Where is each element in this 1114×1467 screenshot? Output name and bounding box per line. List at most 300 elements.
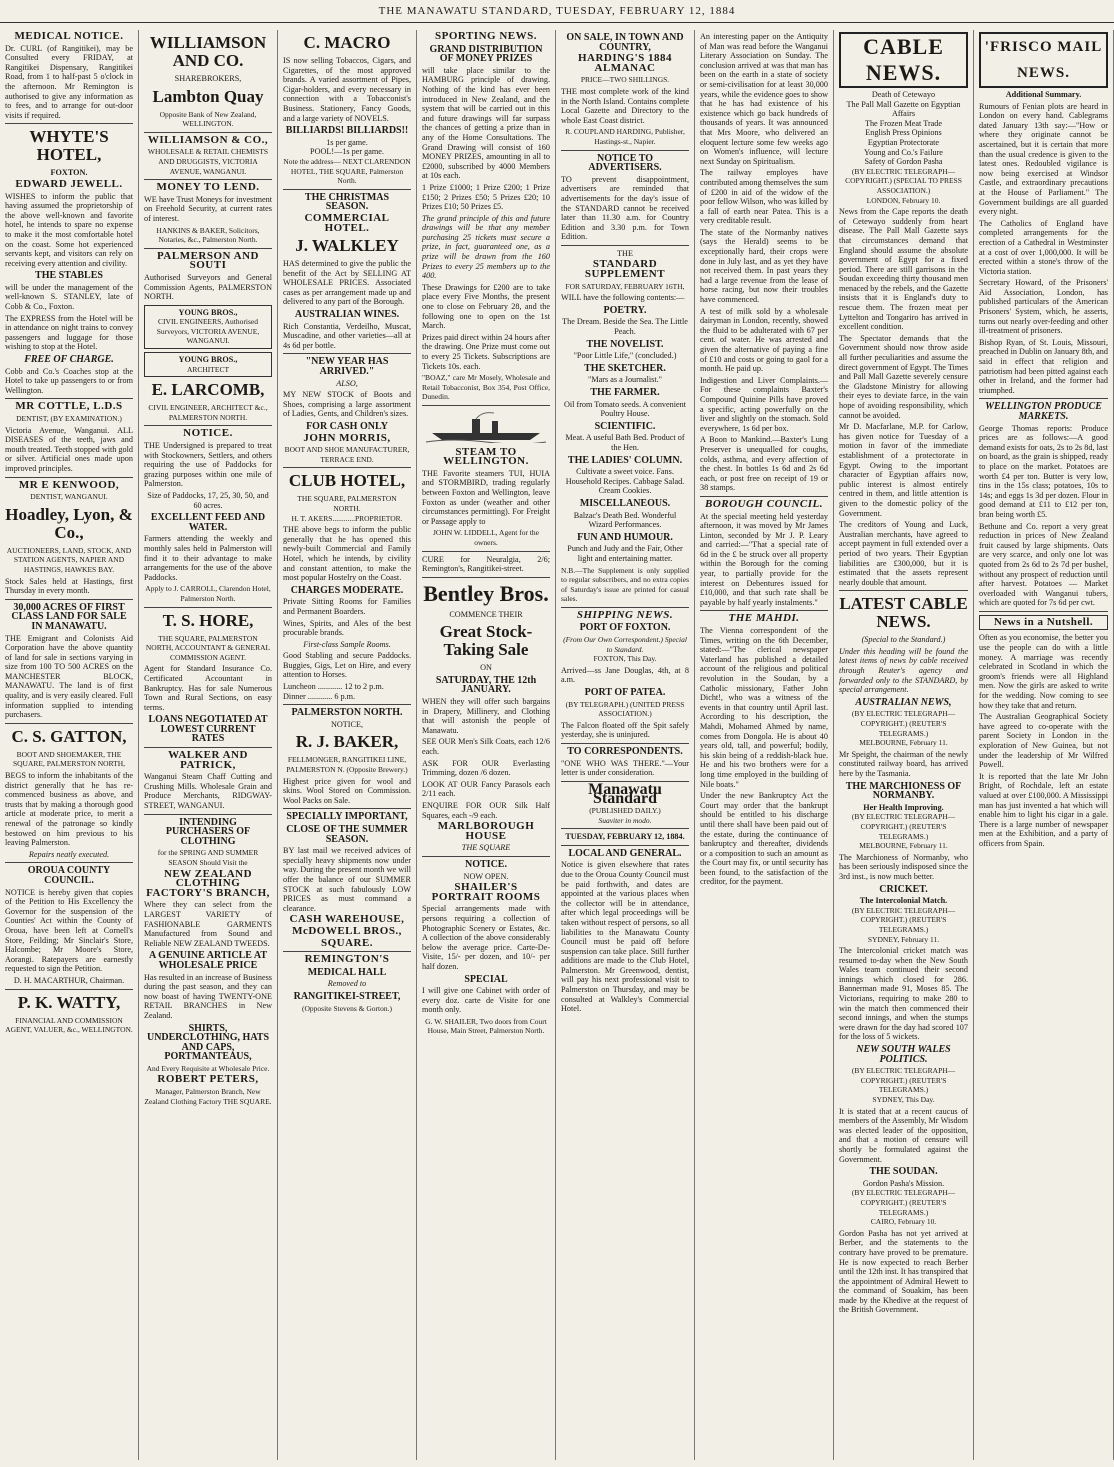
- hoadley-body: Stock Sales held at Hastings, first Thursday in every month.: [5, 576, 133, 596]
- cable-item: The Frozen Meat Trade: [864, 118, 943, 128]
- larcomb-sub: CIVIL ENGINEER, ARCHITECT &c., PALMERSTON NORTH.: [148, 403, 268, 422]
- nutshell-body2: The Australian Geographical Society have agreed to co-operate with the parent Society in London in the exploration of New Guinea, but not under the leadership of Mr Wilfred Powell.: [979, 712, 1108, 770]
- see-our: SEE OUR Men's Silk Coats, each 12/6 each.: [422, 737, 550, 757]
- scientific-items: Meat. A useful Bath Bed. Product of the Hen.: [565, 433, 685, 452]
- remington-head: REMINGTON'S: [304, 953, 390, 966]
- divider: [422, 405, 550, 406]
- walker-body: Wanganui Steam Chaff Cutting and Crushing Mills. Wholesale Grain and Produce Merchants, RIDGWAY-STREET, WANGANUI.: [144, 772, 272, 811]
- money-body: WE have Trust Moneys for investment on Freehold Security, at current rates of interest.: [144, 194, 272, 223]
- harding-price: PRICE—TWO SHILLINGS.: [580, 75, 670, 85]
- column-7: [834, 30, 974, 1460]
- correspondents-head: TO CORRESPONDENTS.: [567, 746, 683, 757]
- paper-sub: (PUBLISHED DAILY.): [589, 805, 661, 815]
- divider: [144, 179, 272, 180]
- divider: [700, 610, 828, 611]
- stables-head: THE STABLES: [35, 270, 103, 282]
- fun-head: FUN AND HUMOUR.: [577, 531, 673, 543]
- divider: [144, 132, 272, 133]
- misc-items: Balzac's Death Bed. Wonderful Wizard Performances.: [573, 510, 677, 530]
- club-sub: THE SQUARE, PALMERSTON NORTH.: [297, 494, 397, 513]
- stables-body: will be under the management of the well-known S. STANLEY, late of Cobb & Co., Foxton.: [5, 282, 133, 312]
- feed-body: Farmers attending the weekly and monthly sales held in Palmerston will find it to their advantage to make arrangements for the use of the above Paddocks.: [144, 534, 272, 582]
- divider: [561, 743, 689, 744]
- soudan-sub: Gordon Pasha's Mission.: [862, 1178, 945, 1188]
- peters-sub: Manager, Palmerston Branch, New Zealand Clothing Factory THE SQUARE.: [144, 1087, 272, 1106]
- fun-items: Punch and Judy and the Fair, Other light and entertaining matter.: [567, 544, 683, 563]
- soudan-dateline: CAIRO, February 10.: [870, 1217, 937, 1227]
- harding-body: THE most complete work of the kind in the North Island. Contains complete Local Gazette and Directory to the whole East Coast district.: [561, 86, 689, 125]
- genuine-head: A GENUINE ARTICLE AT WHOLESALE PRICE: [148, 950, 268, 971]
- cash-head: CASH WAREHOUSE,: [289, 913, 405, 926]
- soudan-body: Gordon Pasha has not yet arrived at Berber, and the statements to the contrary have proved to be premature. He is now expected to reach Berber until the 12th inst. It has transpired that the appointment of Admiral Hewett to the command of Souakim, has been made by the Khedive at the request of the British Government.: [839, 1228, 968, 1315]
- novelist-items: "Poor Little Life," (concluded.): [573, 351, 677, 361]
- club-body: THE above begs to inform the public generally that he has opened this newly-built Commercial and Family Hotel, which he intends, by civility and constant attention, to make the most popular Hostelry on the Coast.: [283, 525, 411, 583]
- sample-rooms: First-class Sample Rooms.: [303, 639, 391, 649]
- charges: CHARGES MODERATE.: [290, 584, 404, 596]
- shirts-head: SHIRTS, UNDERCLOTHING, HATS AND CAPS, PORTMANTEAUS,: [146, 1022, 270, 1063]
- borough-head: BOROUGH COUNCIL.: [704, 497, 823, 510]
- also: ALSO,: [336, 378, 358, 388]
- lunch: Luncheon ............ 12 to 2 p.m.: [283, 682, 384, 692]
- gatton-body: BEGS to inform the inhabitants of the district generally that he has re-commenced business as above, and trusts that by making a thorough good article at moderate price, to merit a renewal of the patronage so kindly bestowed on him previous to his leaving Palmerston.: [5, 771, 133, 848]
- poetry-items: The Dream. Beside the Sea. The Little Peach.: [562, 317, 688, 337]
- nsw-dateline: SYDNEY, This Day.: [872, 1095, 935, 1104]
- frisco-body4: Bishop Ryan, of St. Louis, Missouri, preached in Dublin on January 8th, and said in effect that religion and patriotism had been pitted against each other in Ireland, and the former had triumphed.: [979, 337, 1108, 395]
- square-label: THE SQUARE: [461, 843, 511, 853]
- cottle-head: MR COTTLE, L.D.S: [15, 400, 123, 413]
- ask-for: ASK FOR OUR Everlasting Trimming, dozen /6 dozen.: [422, 758, 550, 778]
- column-6: [695, 30, 834, 1460]
- on: ON: [480, 663, 492, 673]
- divider: [561, 607, 689, 608]
- latest-sub: (Special to the Standard.): [861, 635, 946, 645]
- wrigg-sub: ARCHITECT: [186, 364, 230, 374]
- mahdi-body2: Under the new Bankruptcy Act the Court may order that the bankrupt should be entitled to his discharge until there shall have been paid out of the estate, during the continuance of bankruptcy and thereafter, dividends or a composition to such an amount as the Court may fix, or until security has been found, to the satisfaction of the creditor, for the payment.: [700, 791, 828, 887]
- shailer-head: SHAILER'S PORTRAIT ROOMS: [431, 881, 541, 903]
- notice-head: NOTICE.: [183, 427, 233, 440]
- now-open: NOW OPEN.: [463, 871, 509, 881]
- divider: [283, 353, 411, 354]
- sporting-body4: Prizes paid direct within 24 hours after the drawing. One Prize must come out to every 25 Tickets. Subscriptions are Tickets 10s. each.: [422, 332, 550, 371]
- advertisers-head: NOTICE TO ADVERTISERS.: [588, 152, 662, 174]
- baker-sub: FELLMONGER, RANGITIKEI LINE, PALMERSTON N. (Opposite Brewery.): [286, 755, 408, 775]
- divider: [5, 123, 133, 124]
- patea-body: The Falcon floated off the Spit safely yesterday, she is uninjured.: [561, 720, 689, 740]
- latest-head: LATEST CABLE NEWS.: [839, 594, 968, 632]
- steam-sign: JOHN W. LIDDELL, Agent for the owners.: [432, 528, 540, 547]
- oroua-body: NOTICE is hereby given that copies of the Petition to His Excellency the Governor for the suspension of the Counties' Act within the County of Oroua, have been left at Cornell's Store, Feilding; Mr Sinclair's Store, Halcombe; Mr Moore's Store, Aorangi. Ratepayers are earnestly requested to sign the Petition.: [5, 887, 133, 974]
- cable-item: Death of Cetewayo: [871, 90, 936, 99]
- billiards: BILLIARDS! BILLIARDS!!: [285, 125, 409, 137]
- tshore-sub: THE SQUARE, PALMERSTON NORTH, ACCOUNTANT & GENERAL COMMISSION AGENT.: [145, 633, 271, 662]
- shailer-body: Special arrangements made with persons requiring a collection of Photographic Scenery or Estates, &c. A collection of the above considerably below the average price. Carte-De-Visite, 15/- per dozen, and 10/- per half dozen.: [422, 904, 550, 971]
- special-body: I will give one Cabinet with order of every doz. carte de Visite for one month only.: [422, 986, 550, 1015]
- kenwood-sub: DENTIST, WANGANUI.: [30, 492, 108, 502]
- mahdi-head: THE MAHDI.: [728, 612, 800, 625]
- wellington-head: WELLINGTON PRODUCE MARKETS.: [985, 401, 1102, 422]
- paper-date: TUESDAY, FEBRUARY 12, 1884.: [565, 832, 685, 842]
- nutshell-body3: It is reported that the late Mr John Bright, of Rochdale, left an estate valued at over £100,000. A Mississippi man has just invented a hat which will enable him to light his cigar in a gale. There is a large number of newspaper men at the Exhibition, and a party of officers from Spain.: [979, 771, 1108, 848]
- young-box: [144, 305, 272, 349]
- divider: [5, 398, 133, 399]
- money-sign: HANKINS & BAKER, Solicitors, Notaries, &c., Palmerston North.: [156, 225, 260, 245]
- palmerson-head: PALMERSON AND SOUTI: [157, 249, 259, 272]
- cable-body2: The Spectator demands that the Government should now throw aside all further peculiarities and assume the direct government of Egypt. The Times and Pall Mall Gazette severely censure the Gladstone Ministry for allowing their eyes to deviate farce, in the vain hope of avoiding responsibility, which cannot be avoided.: [839, 333, 969, 420]
- aus-body: Mr Speight, the chairman of the newly constituted railway board, has arrived here by the Tasmania.: [839, 749, 968, 778]
- port-head: PORT OF FOXTON.: [579, 622, 671, 634]
- column-1: [0, 30, 139, 1460]
- divider: [5, 723, 133, 724]
- cricket-head: CRICKET.: [879, 883, 928, 895]
- cable-body4: The creditors of Young and Luck, Australian merchants, have agreed to accept payment in full extended over a period of two years. Their Egyptian liabilities are £300,000, but it is estimated that the assets represent nearly double that amount.: [839, 520, 968, 587]
- cricket-source: (BY ELECTRIC TELEGRAPH—COPYRIGHT.) (REUTER'S TELEGRAMS.): [851, 905, 956, 934]
- divider: [422, 551, 550, 552]
- enquire: ENQUIRE FOR OUR Silk Half Squares, each -/9 each.: [422, 801, 550, 820]
- acres-head: 30,000 ACRES OF FIRST CLASS LAND FOR SALE IN MANAWATU.: [11, 601, 127, 632]
- stocktaking: Great Stock-Taking Sale: [439, 622, 533, 660]
- dinner: Dinner ............ 6 p.m.: [283, 691, 356, 701]
- cable-dateline: LONDON, February 10.: [866, 195, 941, 205]
- ladies-items: Cultivate a sweet voice. Fans. Household Recipes. Cabbage Salad. Cream Cookies.: [565, 467, 685, 496]
- hoadley-sub: AUCTIONEERS, LAND, STOCK, AND STATION AGENTS, NAPIER AND HASTINGS, HAWKES BAY.: [6, 545, 132, 574]
- billiards-price: 1s per game.: [326, 137, 368, 147]
- steamship-icon: [422, 409, 550, 443]
- town-head: ON SALE, IN TOWN AND COUNTRY,: [566, 32, 684, 53]
- divider: [979, 611, 1108, 612]
- advertisers-body: TO prevent disappointment, advertisers are reminded that advertisements for the day's issue of the STANDARD cannot be received later than 11.30 a.m. for Country Edition and 3.30 p.m. for Town Edition.: [561, 174, 689, 242]
- divider: [283, 808, 411, 809]
- loans-head: LOANS NEGOTIATED AT LOWEST CURRENT RATES: [148, 714, 268, 745]
- poetry-head: POETRY.: [603, 304, 647, 316]
- divider: [700, 496, 828, 497]
- palmerson-body: Authorised Surveyors and General Commission Agents, PALMERSTON NORTH.: [144, 272, 272, 302]
- supplement-intro: WILL have the following contents:—: [561, 293, 685, 303]
- divider: [561, 150, 689, 151]
- nz-body: Where they can select from the LARGEST VARIETY of FASHIONABLE GARMENTS Manufactured from Sound and Reliable NEW ZEALAND TWEEDS.: [144, 900, 272, 948]
- divider: [144, 607, 272, 608]
- williamson-addr: Opposite Bank of New Zealand, WELLINGTON.: [159, 109, 257, 129]
- divider: [561, 828, 689, 829]
- steam-head: STEAM TO WELLINGTON.: [443, 445, 529, 468]
- divider: [5, 477, 133, 478]
- square-head: SQUARE.: [320, 936, 374, 949]
- cable-body: News from the Cape reports the death of Cetewayo suddenly from heart disease. The Pall Mall Gazette says that circumstances demand that England should assume the absolute government of Egypt for a fixed period. There are still garrisons in the Soudan exceeding thirty thousand men menaced by the rebels, and the Gazette insists that it is England's duty to rescue them. The frozen meat per Lyttelton and Tongariro has arrived in excellent condition.: [839, 207, 968, 332]
- soudan-head: THE SOUDAN.: [869, 1166, 938, 1178]
- notice2: NOTICE,: [330, 719, 364, 729]
- new-stock: MY NEW STOCK of Boots and Shoes, comprising a large assortment of Ladies, Gents, and Children's sizes.: [283, 390, 411, 419]
- williamson-head: WILLIAMSON AND CO.: [149, 33, 267, 70]
- divider: [422, 577, 550, 578]
- marchioness-dateline: MELBOURNE, February 11.: [859, 841, 948, 851]
- frisco-body3: Secretary Howard, of the Prisoners' Aid Association, London, has published particulars of the American Prisoners' System, which, he asserts, turns out nearly over-feeding and other ill-treatment of prisoners.: [979, 278, 1108, 336]
- shailer-sign: G. W. SHAILER, Two doors from Court House, Main Street, Palmerston North.: [425, 1016, 547, 1036]
- stabling: Good Stabling and secure Paddocks. Buggies, Gigs, Let on Hire, and every attention to Horses.: [283, 651, 411, 680]
- frisco-head: 'FRISCO MAIL NEWS.: [979, 32, 1108, 88]
- walkley-head: J. WALKLEY: [295, 236, 399, 256]
- nutshell-head: News in a Nutshell.: [979, 615, 1108, 631]
- free-head: FREE OF CHARGE.: [24, 354, 114, 366]
- saturday: SATURDAY, THE 12th JANUARY.: [435, 674, 537, 696]
- express-body: The EXPRESS from the Hotel will be in attendance on night trains to convey passengers and luggage for those wishing to stop at the Hotel.: [5, 313, 133, 352]
- medical-hall: MEDICAL HALL: [307, 966, 387, 978]
- larcomb-head: E. LARCOMB,: [151, 380, 265, 400]
- notice3: NOTICE.: [465, 858, 507, 870]
- paper-title: Manawatu Standard: [588, 780, 662, 808]
- port-sub: (From Our Own Correspondent.) Special to Standard.: [563, 635, 687, 654]
- port-body: Arrived—ss Jane Douglas, 4th, at 8 a.m.: [561, 665, 689, 685]
- supplement-head: STANDARD SUPPLEMENT: [584, 258, 666, 281]
- prizes-list: 1 Prize £1000; 1 Prize £200; 1 Prize £150; 2 Prizes £50; 5 Prizes £20; 10 Prizes £10; 50 Prizes £5.: [422, 182, 550, 212]
- divider: [979, 398, 1108, 399]
- opposite: (Opposite Stevens & Gorton.): [302, 1003, 392, 1013]
- when-body: WHEN they will offer such bargains in Drapery, Millinery, and Clothing that will astonish the people of Manawatu.: [422, 697, 550, 735]
- cricket-sub: The Intercolonial Match.: [859, 896, 948, 906]
- grand-head: GRAND DISTRIBUTION OF MONEY PRIZES: [429, 43, 543, 65]
- frisco-body: Rumours of Fenian plots are heard in London on every hand. Cablegrams dated January 13th say:—"How or where they originate cannot be ascertained, but it is certain that more than the usual credence is given to the latest ones. Redoubled vigilance is now being exercised at Windsor Castle, and extraordinary precautions at the House of Parliament." The Government buildings are all guarded every night.: [979, 101, 1108, 217]
- intending-body: for the SPRING AND SUMMER SEASON Should Visit the: [157, 848, 259, 867]
- jewell-body: WISHES to inform the public that having assumed the proprietorship of the above well-known and favorite hotel, he intends to spare no expense to make it the most comfortable hotel on the coast. Some hot experienced servants kept, and visitors can rely on receiving every attention and civility.: [5, 191, 133, 268]
- mcdowell-head: McDOWELL BROS.,: [292, 924, 402, 937]
- farmer-items: Oil from Tomato seeds. A convenient Poultry House.: [563, 399, 687, 419]
- marchioness-head: THE MARCHIONESS OF NORMANBY.: [845, 780, 962, 802]
- harding-head: HARDING'S 1884 ALMANAC: [577, 52, 673, 74]
- frisco-sub: Additional Summary.: [1005, 90, 1082, 99]
- cable-items: [839, 90, 968, 167]
- palmerston-notice: PALMERSTON NORTH.: [291, 707, 403, 719]
- williamson-place: Lambton Quay: [152, 86, 264, 106]
- nsw-head: NEW SOUTH WALES POLITICS.: [856, 1044, 951, 1065]
- cottle-sub: DENTIST, (BY EXAMINATION.): [16, 414, 122, 423]
- divider: [5, 599, 133, 600]
- sporting-head: SPORTING NEWS.: [435, 30, 537, 42]
- patea-sub: (BY TELEGRAPH.) (UNITED PRESS ASSOCIATION.): [565, 699, 685, 719]
- cable-item: English Press Opinions: [865, 128, 942, 138]
- pool: POOL!—1s per game.: [310, 147, 384, 157]
- rangitikei-street: RANGITIKEI-STREET,: [293, 990, 401, 1002]
- gatton-sub: BOOT AND SHOEMAKER, THE SQUARE, PALMERSTON NORTH,: [12, 749, 126, 769]
- baker-body: Highest price given for wool and skins. Wool Stored on Commission. Wool Packs on Sale.: [283, 776, 411, 805]
- divider: [283, 951, 411, 952]
- harding-sign: R. COUPLAND HARDING, Publisher, Hastings-st., Napier.: [565, 127, 685, 146]
- cable-item: The Pall Mall Gazette on Egyptian Affairs: [846, 99, 961, 119]
- nsw-source: (BY ELECTRIC TELEGRAPH—COPYRIGHT.) (REUTER'S TELEGRAMS.): [851, 1066, 956, 1095]
- commercial-head: COMMERCIAL HOTEL.: [304, 211, 390, 234]
- intending-head: INTENDING PURCHASERS OF CLOTHING: [165, 816, 251, 847]
- cricket-dateline: SYDNEY, February 11.: [867, 934, 940, 944]
- nutshell-body: Often as you economise, the better you use the people can do with a little money. A marriage was recently celebrated in Scotland in which the groom's friends were all Highland men. Now the girls are asked to write for the wedding. Now coming to see how they take that and return.: [979, 633, 1108, 710]
- column-5: [556, 30, 695, 1460]
- masthead: THE MANAWATU STANDARD, TUESDAY, FEBRUARY 12, 1884: [0, 0, 1114, 23]
- local-body: Notice is given elsewhere that rates due to the Oroua County Council must be paid forthwith, and dates are appointed at the various places when the collector will be in attendance, after which legal proceedings will be taken without respect of persons, so all liabilities to the Manawatu County Council must be paid off before suspension can take place. Still further additions are made to the Club Hotel, Palmerston. Mr Greenwood, dentist, will pay his next professional visit to Palmerston on Thursday, and may be consulted at Walkley's Commercial Hotel.: [561, 860, 689, 1014]
- correspondents-body: "ONE WHO WAS THERE."—Your letter is under consideration.: [561, 758, 689, 778]
- medical-notice-head: MEDICAL NOTICE.: [14, 30, 124, 42]
- sporting-body3: These Drawings for £200 are to take place every Five Months, the present one to close on February 28, and the following one to open on the 1st March.: [422, 282, 550, 331]
- indigestion-body: Indigestion and Liver Complaints.—For these complaints Baxter's Compound Quinine Pills have proved a specific, acting powerfully on the liver and slightly on the stomach. Sold everywhere, 1s 6d per box.: [700, 375, 828, 433]
- club-head: CLUB HOTEL,: [288, 471, 406, 491]
- scientific-head: SCIENTIFIC.: [594, 420, 656, 432]
- novelist-head: THE NOVELIST.: [586, 338, 664, 350]
- clarendon: Note the address— NEXT CLARENDON HOTEL, THE SQUARE, Palmerston North.: [283, 156, 411, 186]
- divider: [283, 189, 411, 190]
- morris-head: JOHN MORRIS,: [303, 431, 391, 444]
- hoadley-head: Hoadley, Lyon, & Co.,: [5, 504, 133, 542]
- cottle-body: Victoria Avenue, Wanganui. ALL DISEASES of the teeth, jaws and mouth treated. Teeth stopped with gold or silver. Artificial ones made upon improved principles.: [5, 425, 133, 473]
- tshore-head: T. S. HORE,: [162, 610, 254, 630]
- soudan-source: (BY ELECTRIC TELEGRAPH—COPYRIGHT.) (REUTER'S TELEGRAMS.): [851, 1188, 956, 1217]
- cure-body: CURE for Neuralgia, 2/6; Remington's, Rangitikei-street.: [422, 554, 550, 574]
- divider: [561, 845, 689, 846]
- divider: [144, 425, 272, 426]
- williamson2-head: WILLIAMSON & CO.,: [147, 133, 269, 146]
- walker-head: WALKER AND PATRICK,: [168, 749, 248, 771]
- watty-head: P. K. WATTY,: [17, 992, 121, 1012]
- marchioness-body: The Marchioness of Normanby, who has been seriously indisposed since the 3rd inst., is now much better.: [839, 852, 968, 881]
- wellington-body: George Thomas reports: Produce prices are as follows:—A good demand exists for oats, 2s to 2s 8d, last on board, as the grain is shipped, ready to place on the market. Potatoes are worth £4 per ton. Butter is very low, tins in the 15s class; potatoes, 10s to 14s; and eggs 1s 3d per dozen. Flour in good demand at £11 to £12 per ton, bran being worth £5.: [979, 423, 1108, 519]
- important-head: SPECIALLY IMPORTANT,: [286, 811, 408, 823]
- port-date: FOXTON, This Day.: [593, 654, 657, 664]
- steam-body: THE Favorite steamers TUI, HUIA and STORMBIRD, trading regularly between Foxton and Wellington, leave Foxton as under (weather and other circumstances permitting). For Freight or Passage apply to: [422, 468, 550, 526]
- divider: [422, 856, 550, 857]
- marchioness-source: (BY ELECTRIC TELEGRAPH—COPYRIGHT.) (REUTER'S TELEGRAMS.): [851, 812, 956, 841]
- divider: [144, 814, 272, 815]
- kenwood-head: MR E KENWOOD,: [18, 478, 120, 491]
- wellington-body2: Bethune and Co. report a very great reduction in prices of New Zealand fruit caused by large shipments. Oats are very scarce, and only one lot was quoted from 2s 6d to 2s 7d per bushel, without any prospect of reduction until after harvest. Potatoes — Market overloaded with Wanganui tubers, which are quoted for 7s 6d per cwt.: [979, 521, 1108, 608]
- young-head: YOUNG BROS.,: [178, 307, 238, 317]
- wrigg-box: [144, 352, 272, 377]
- shirts-body: And Every Requisite at Wholesale Price.: [146, 1063, 270, 1073]
- divider: [283, 704, 411, 705]
- commence: COMMENCE THEIR: [449, 609, 523, 619]
- divider: [839, 590, 968, 591]
- walkley-body: HAS determined to give the public the benefit of the Act by SELLING AT WHOLESALE PRICES. Associated cases as per arrangement made up and delivered to any part of the Borough.: [283, 259, 411, 307]
- cable-item: Egyptian Protectorate: [867, 137, 940, 147]
- morris-sub: BOOT AND SHOE MANUFACTURER, TERRACE END.: [284, 445, 410, 464]
- divider: [561, 245, 689, 246]
- local-head: LOCAL AND GENERAL.: [568, 847, 682, 859]
- feed-sign: Apply to J. CARROLL, Clarendon Hotel, Palmerston North.: [145, 584, 271, 603]
- sporting-address: "BOAZ," care Mr Mosely, Wholesale and Retail Tobacconist, Box 354, Post Office, Dunedin.: [422, 373, 550, 402]
- private-rooms: Private Sitting Rooms for Families and Permanent Boarders.: [283, 597, 411, 616]
- wines: Wines, Spirits, and Ales of the best procurable brands.: [283, 618, 411, 638]
- aus-dateline: MELBOURNE, February 11.: [859, 738, 948, 748]
- patea-head: PORT OF PATEA.: [584, 687, 666, 699]
- marquis-body: The state of the Normanby natives (says the Herald) seems to be exceptionally hard, their crops were done in July last, and as yet they have not received them. In past years they had a large revenue from the lease of horse racing, but now their troubles have commenced.: [700, 227, 828, 305]
- oroua-sign: D. H. MACARTHUR, Chairman.: [13, 975, 125, 985]
- column-3: [278, 30, 417, 1460]
- paper-motto: Suaviter in modo.: [598, 815, 652, 825]
- cable-item: Safety of Gordon Pasha: [864, 157, 943, 167]
- mahdi-body: The Vienna correspondent of the Times, writing on the 6th December, stated:—"The clerical newspaper Vaterland has published a detailed account of the religious and political revolution in the Soudan, by a Catholic missionary, Father John Dicht!, who was a witness of the events in that country until April last. According to his description, the Mahdi, Mohamed Ahmed by name, comes from Dongola. He is about 40 years old, tall, and powerful; bodily, his skin being of a reddish-black hue. He and his two brothers were for a long time employed in the building of Nile boats.": [700, 626, 828, 789]
- sketcher-items: "Mars as a Journalist.": [588, 375, 662, 385]
- wrigg-head: YOUNG BROS.,: [178, 355, 238, 365]
- sporting-body: will take place similar to the HAMBURG principle of drawing. Nothing of the kind has ever been introduced in New Zealand, and the system that will be carried out in this and future drawings will far surpass the chances of getting a prize than in any of the Home Consultations. The Grand Drawing will consist of 160 MONEY PRIZES, amounting in all to £2000, subscribed by 4000 Members at 10s each.: [422, 65, 550, 181]
- divider: [283, 467, 411, 468]
- gatton-footer: Repairs neatly executed.: [28, 849, 110, 859]
- gatton-head: C. S. GATTON,: [11, 726, 127, 746]
- borough-body: At the special meeting held yesterday afternoon, it was moved by Mr James Linton, seconded by Mr J. P. Leary and carried:—"That a special rate of 6d in the £ be struck over all property within the Borough for the coming year, to partially provide for the interest on Debentures issued for £10,000, and that such rate shall be payable by half yearly instalments.": [700, 511, 828, 607]
- supplement-the: THE: [617, 248, 633, 258]
- peters-head: ROBERT PETERS,: [157, 1073, 259, 1086]
- notice-body: THE Undersigned is prepared to treat with Stockowners, Settlers, and others requiring the use of Paddocks for grazing purposes within one mile of Palmerston.: [144, 441, 272, 489]
- cable-head: CABLE NEWS.: [839, 32, 968, 88]
- macro-head: C. MACRO: [303, 33, 391, 52]
- misc-head: MISCELLANEOUS.: [579, 497, 671, 509]
- oroua-head: OROUA COUNTY COUNCIL.: [27, 865, 111, 886]
- sporting-body2: The grand principle of this and future drawings will be that any member purchasing 25 tickets must secure a prize, in fact, guaranteed one, as a prize will be drawn from the 160 Prizes to every 25 members up to the 400.: [422, 213, 550, 281]
- frisco-body2: The Catholics of England have completed arrangements for the erection of a Cathedral in Westminster at a cost of over 1,000,000. It will be erected within a stone's throw of the Victoria station.: [979, 218, 1108, 276]
- cable-body3: Mr D. Macfarlane, M.P. for Carlow, has given notice for Tuesday of a motion in favor of the immediate establishment of a protectorate in Egypt. Owing to the important character of Egyptian affairs now, public interest is almost entirely centred in them, and little attention is given to the domestic policy of the Government.: [839, 422, 968, 518]
- marchioness-sub: Her Health Improving.: [863, 802, 944, 812]
- sketcher-head: THE SKETCHER.: [584, 362, 666, 374]
- marlborough: MARLBOROUGH HOUSE: [437, 820, 535, 842]
- club-prop: H. T. AKERS............PROPRIETOR.: [291, 513, 403, 523]
- nz-head: NEW ZEALAND CLOTHING FACTORY'S BRANCH,: [146, 867, 270, 899]
- jewell-head: EDWARD JEWELL.: [15, 177, 123, 190]
- christmas-head: THE CHRISTMAS SEASON.: [304, 191, 390, 213]
- boon-body: A Boon to Mankind.—Baxter's Lung Preserver is unequalled for coughs, colds, asthma, and every affection of the chest. In bottles 1s 6d and 2s 6d each, or post free on receipt of 19 or 38 stamps.: [700, 435, 828, 493]
- farmer-head: THE FARMER.: [590, 387, 660, 398]
- divider: [5, 989, 133, 990]
- feed-head: EXCELLENT FEED AND WATER.: [150, 512, 266, 533]
- cable-source: (BY ELECTRIC TELEGRAPH—COPYRIGHT.) (SPECIAL TO PRESS ASSOCIATION.): [845, 166, 962, 195]
- hydrant-body: A test of milk sold by a wholesale dairyman in London, recently, showed the fluid to be adulterated with 67 per cent. of water. He was arrested and given the alternative of paying a fine of £10 and costs or going to gaol for a month. He paid up.: [700, 306, 828, 374]
- close-head: CLOSE OF THE SUMMER SEASON.: [286, 824, 408, 845]
- watty-sub: FINANCIAL AND COMMISSION AGENT, VALUER, &c., WELLINGTON.: [5, 1015, 133, 1035]
- acres-body: THE Emigrant and Colonists Aid Corporation have the above quantity of land for sale in sections varying in size from 100 TO 500 ACRES on the MANCHESTER BLOCK, MANAWATU. The land is of first quality, and is very easily cleared. Full information supplied to intending purchasers.: [5, 633, 133, 720]
- cobb-body: Cobb and Co.'s Coaches stop at the Hotel to take up passengers to or from Wellington.: [5, 366, 133, 395]
- look-at: LOOK AT OUR Fancy Parasols each 2/11 each.: [422, 779, 550, 799]
- whytes-place: FOXTON.: [50, 168, 88, 178]
- cable-item: Young and Co.'s Failure: [864, 147, 943, 157]
- australian-head: AUSTRALIAN WINES.: [294, 309, 400, 321]
- williamson2-sub: WHOLESALE & RETAIL CHEMISTS AND DRUGGISTS, VICTORIA AVENUE, WANGANUI.: [147, 147, 269, 176]
- divider: [144, 747, 272, 748]
- ladies-head: THE LADIES' COLUMN.: [567, 454, 683, 466]
- genuine-body: Has resulted in an increase of Business during the past season, and they can now boast of having TWENTY-ONE RETAIL BRANCHES in New Zealand.: [144, 972, 272, 1020]
- removed: Removed to: [327, 979, 367, 989]
- new-year-head: "NEW YEAR HAS ARRIVED.": [305, 356, 389, 378]
- medical-notice-body: Dr. CURL (of Rangitikei), may be Consulted every FRIDAY, at Rangitikei Dispensary, Rangitikei Road, from 1 to half-past 5 o'clock in the afternoon. Mr Remington is authorised to give any information as to fees, and to arrange for out-door visits if required.: [5, 43, 133, 120]
- bentley-head: Bentley Bros.: [423, 580, 549, 606]
- railway-body: The railway employes have contributed among themselves the sum of £200 in aid of the widow of the poor fellow Wilson, who was killed by a fall of earth near Patea. This is a very creditable result.: [700, 168, 828, 226]
- whytes-head: WHYTE'S HOTEL,: [29, 127, 109, 165]
- cricket-body: The Intercolonial cricket match was resumed to-day when the New South Wales team continued their second innings which closed for 286. Bannerman made 91, Moses 85. The Victorians, requiring to make 280 to win the match then commenced their second innings, and when the stumps were drawn for the day had scored 107 for the loss of 5 wickets.: [839, 946, 968, 1042]
- williamson-sub: SHAREBROKERS,: [174, 74, 242, 83]
- shipping-head: SHIPPING NEWS.: [576, 608, 674, 621]
- column-8: [974, 30, 1114, 1460]
- notice-sizes: Size of Paddocks, 17, 25, 30, 50, and 60 acres.: [147, 491, 269, 510]
- young-sub: CIVIL ENGINEERS, Authorised Surveyors, VICTORIA AVENUE, WANGANUI.: [156, 317, 260, 346]
- australian-body: Rich Constantia, Verdeilho, Muscat, Muscadine, and other varieties—all at 4s 6d per bottle.: [283, 321, 411, 350]
- divider: [5, 862, 133, 863]
- money-head: MONEY TO LEND.: [156, 181, 260, 194]
- aus-head: AUSTRALIAN NEWS,: [855, 696, 952, 708]
- cash-only: FOR CASH ONLY: [306, 421, 388, 432]
- supplement-sub: FOR SATURDAY, FEBRUARY 16TH,: [565, 281, 685, 291]
- baker-head: R. J. BAKER,: [295, 732, 399, 752]
- special-head: SPECIAL: [464, 973, 508, 985]
- aus-source: (BY ELECTRIC TELEGRAPH—COPYRIGHT.) (REUTER'S TELEGRAMS.): [851, 709, 956, 738]
- macro-body: IS now selling Tobaccos, Cigars, and Cigarettes, of the most approved brands. A varied assortment of Pipes, Cigar-holders, and every necessary in connection with a Tobacconist's Business. Stationery, Fancy Goods, and a large variety of NOVELS.: [283, 56, 411, 123]
- antiquity-body: An interesting paper on the Antiquity of Man was read before the Wanganui Literary Association on Sunday. The conclusion arrived at was that man has been on the earth in a state of society or semi-civilisation for at least 30,000 years, while the evidence goes to show that he has had existence of his existence which go back hundreds of thousands of years. It was announced that Mrs Moore, who delivered an eloquent lecture some few weeks ago on Women's influence, will lecture next Sunday on Spiritualism.: [700, 32, 828, 166]
- close-body: BY last mail we received advices of specially heavy shipments now under way. During the present month we will offer the balance of our SUMMER STOCK at such fabulously LOW PRICES as must command a clearance.: [283, 846, 411, 913]
- nb: N.B.—The Supplement is only supplied to regular subscribers, and no extra copies of Saturday's issue are printed for casual sales.: [561, 565, 689, 604]
- latest-body: Under this heading will be found the latest items of news by cable received through Reuter's agency and forwarded only to the STANDARD, by special arrangement.: [839, 646, 968, 695]
- nsw-body: It is stated that at a recent caucus of members of the Assembly, Mr Wisdom was elected leader of the opposition, and that a motion of censure will shortly be formulated against the Government.: [839, 1106, 968, 1164]
- divider: [144, 248, 272, 249]
- column-4: [417, 30, 556, 1460]
- tshore-body: Agent for Standard Insurance Co. Certificated Accountant in Bankruptcy. Has for sale Numerous Town and Rural Sections, on easy terms.: [144, 664, 272, 712]
